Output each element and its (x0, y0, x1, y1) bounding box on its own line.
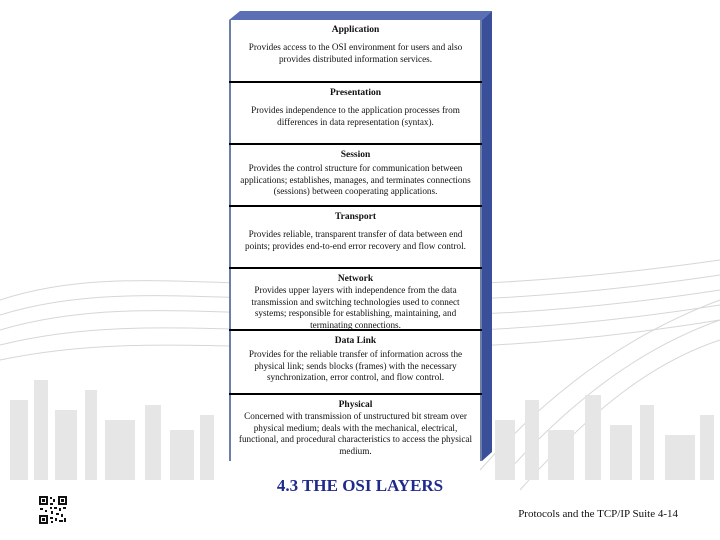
layer-description: Provides independence to the application processes from differences in data representation (syntax). (251, 105, 460, 127)
layer-name: Application (331, 25, 380, 35)
stack-side-face (482, 11, 492, 461)
layer-application (229, 20, 482, 81)
layer-name: Transport (335, 212, 376, 222)
layer-name: Network (337, 274, 374, 284)
layer-transport (229, 207, 482, 267)
layer-name: Presentation (329, 88, 381, 98)
slide-caption: 4.3 THE OSI LAYERS (276, 476, 444, 495)
layer-description: Provides for the reliable transfer of information across the physical link; sends blocks (frames) with the necessary synchronization, error control, and flow control. (248, 349, 463, 383)
qr-code-icon (38, 495, 68, 525)
layer-session (229, 145, 482, 205)
slide-footer: Protocols and the TCP/IP Suite 4-14 (518, 508, 678, 520)
layer-description: Concerned with transmission of unstructured bit stream over physical medium; deals with the mechanical, electrical, functional, and procedural characteristics to access the physical medium. (238, 411, 473, 456)
layer-name: Data Link (334, 336, 377, 346)
layer-presentation (229, 83, 482, 143)
layer-name: Physical (338, 400, 373, 410)
layer-network (229, 269, 482, 329)
layer-description: Provides reliable, transparent transfer of data between end points; provides end-to-end error recovery and flow control. (245, 229, 466, 251)
layer-physical (229, 395, 482, 461)
layer-data-link (229, 331, 482, 393)
stack-top-face (229, 11, 492, 20)
layer-name: Session (340, 150, 371, 160)
layer-description: Provides the control structure for communication between applications; establishes, manages, and terminates connections (sessions) between cooperating applications. (240, 163, 471, 197)
osi-layer-stack (229, 20, 482, 461)
layer-description: Provides access to the OSI environment for users and also provides distributed information services. (248, 42, 463, 64)
layer-description: Provides upper layers with independence from the data transmission and switching technologies used to connect systems; responsible for establishing, maintaining, and terminating connections. (251, 285, 460, 330)
